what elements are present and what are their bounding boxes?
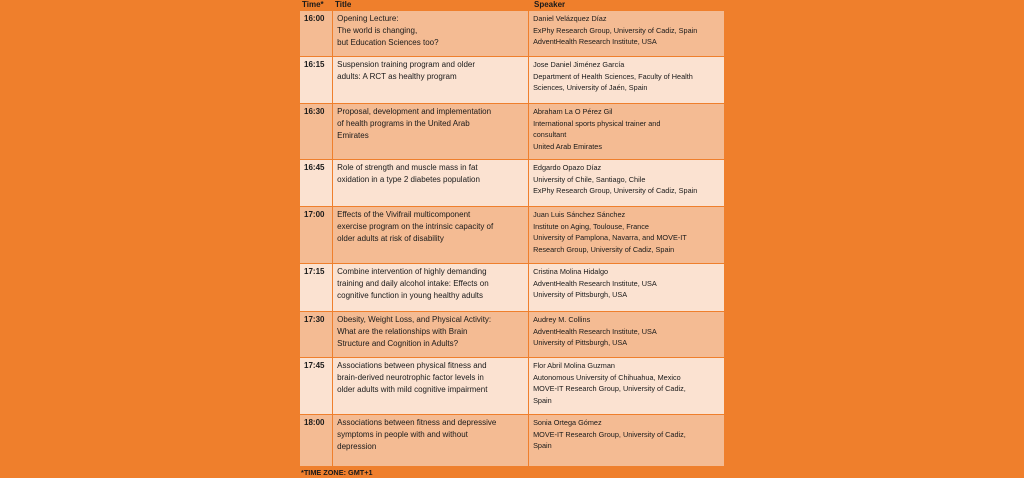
- speaker-line: Institute on Aging, Toulouse, France: [533, 221, 649, 231]
- title-line: symptoms in people with and without: [337, 429, 468, 439]
- speaker-line: Spain: [533, 441, 552, 451]
- speaker-line: International sports physical trainer and: [533, 118, 661, 128]
- speaker-line: Daniel Velázquez Díaz: [533, 14, 607, 23]
- speaker-line: Flor Abril Molina Guzman: [533, 361, 615, 370]
- title-line: Effects of the Vivifrail multicomponent: [337, 210, 471, 219]
- speaker-line: AdventHealth Research Institute, USA: [533, 37, 657, 47]
- session-title: [333, 264, 529, 312]
- speaker-line: University of Chile, Santiago, Chile: [533, 174, 646, 184]
- table-row: [300, 358, 725, 415]
- title-line: cognitive function in young healthy adults: [337, 290, 484, 300]
- speaker-line: AdventHealth Research Institute, USA: [533, 278, 657, 288]
- session-speaker: [529, 415, 725, 467]
- session-time: 16:15: [300, 57, 333, 104]
- speaker-line: MOVE-IT Research Group, University of Cadiz,: [533, 384, 686, 394]
- speaker-header: Speaker: [534, 0, 566, 9]
- speaker-line: Edgardo Opazo Díaz: [533, 163, 602, 172]
- speaker-line: Jose Daniel Jiménez García: [533, 60, 625, 69]
- speaker-line: Research Group, University of Cadiz, Spain: [533, 244, 675, 254]
- session-time: 17:15: [300, 264, 333, 312]
- schedule-table: [299, 10, 725, 467]
- speaker-line: Audrey M. Collins: [533, 315, 591, 324]
- title-line: The world is changing,: [337, 25, 418, 35]
- speaker-line: Cristina Molina Hidalgo: [533, 267, 609, 276]
- table-row: [300, 11, 725, 57]
- session-time: 16:45: [300, 160, 333, 207]
- timezone-footnote: *TIME ZONE: GMT+1: [301, 468, 373, 477]
- title-line: training and daily alcohol intake: Effects on: [337, 278, 489, 288]
- session-speaker: [529, 11, 725, 57]
- session-speaker: [529, 358, 725, 415]
- session-title: [333, 207, 529, 264]
- title-line: exercise program on the intrinsic capacity of: [337, 221, 494, 231]
- session-title: [333, 160, 529, 207]
- speaker-line: University of Pittsburgh, USA: [533, 290, 628, 300]
- session-speaker: [529, 104, 725, 160]
- table-row: [300, 264, 725, 312]
- speaker-line: MOVE-IT Research Group, University of Cadiz,: [533, 429, 686, 439]
- session-speaker: [529, 160, 725, 207]
- title-line: but Education Sciences too?: [337, 37, 439, 47]
- time-header: Time*: [302, 0, 324, 9]
- title-line: Obesity, Weight Loss, and Physical Activity:: [337, 315, 492, 324]
- speaker-line: Department of Health Sciences, Faculty of Health: [533, 71, 693, 81]
- title-line: Associations between physical fitness and: [337, 361, 487, 370]
- session-speaker: [529, 57, 725, 104]
- title-line: depression: [337, 441, 377, 451]
- title-line: Associations between fitness and depressive: [337, 418, 497, 427]
- speaker-line: Sonia Ortega Gómez: [533, 418, 602, 427]
- speaker-line: University of Pamplona, Navarra, and MOVE-IT: [533, 233, 687, 243]
- speaker-line: ExPhy Research Group, University of Cadiz, Spain: [533, 186, 698, 196]
- session-title: [333, 57, 529, 104]
- speaker-line: United Arab Emirates: [533, 141, 603, 151]
- speaker-line: AdventHealth Research Institute, USA: [533, 326, 657, 336]
- title-line: brain-derived neurotrophic factor levels in: [337, 372, 484, 382]
- title-line: adults: A RCT as healthy program: [337, 71, 457, 81]
- title-line: older adults with mild cognitive impairment: [337, 384, 488, 394]
- title-line: of health programs in the United Arab: [337, 118, 470, 128]
- title-line: Proposal, development and implementation: [337, 107, 492, 116]
- table-row: [300, 104, 725, 160]
- speaker-line: Spain: [533, 395, 552, 405]
- title-line: Opening Lecture:: [337, 14, 399, 23]
- title-line: oxidation in a type 2 diabetes population: [337, 174, 480, 184]
- speaker-line: ExPhy Research Group, University of Cadiz, Spain: [533, 25, 698, 35]
- title-header: Title: [335, 0, 352, 9]
- speaker-line: Autonomous University of Chihuahua, Mexico: [533, 372, 681, 382]
- table-row: [300, 207, 725, 264]
- table-row: [300, 160, 725, 207]
- table-row: [300, 57, 725, 104]
- session-time: 17:30: [300, 312, 333, 358]
- session-title: [333, 11, 529, 57]
- session-speaker: [529, 207, 725, 264]
- session-title: [333, 415, 529, 467]
- speaker-line: consultant: [533, 130, 567, 140]
- table-row: [300, 312, 725, 358]
- session-time: 16:00: [300, 11, 333, 57]
- title-line: Emirates: [337, 130, 369, 140]
- speaker-line: University of Pittsburgh, USA: [533, 338, 628, 348]
- session-time: 17:00: [300, 207, 333, 264]
- title-line: older adults at risk of disability: [337, 233, 444, 243]
- session-time: 17:45: [300, 358, 333, 415]
- session-speaker: [529, 312, 725, 358]
- title-line: What are the relationships with Brain: [337, 326, 468, 336]
- session-time: 18:00: [300, 415, 333, 467]
- session-title: [333, 358, 529, 415]
- schedule: [299, 0, 725, 478]
- session-time: 16:30: [300, 104, 333, 160]
- speaker-line: Abraham La O Pérez Gil: [533, 107, 613, 116]
- session-title: [333, 312, 529, 358]
- title-line: Structure and Cognition in Adults?: [337, 338, 459, 348]
- title-line: Suspension training program and older: [337, 60, 476, 69]
- title-line: Role of strength and muscle mass in fat: [337, 163, 478, 172]
- session-speaker: [529, 264, 725, 312]
- speaker-line: Juan Luis Sánchez Sánchez: [533, 210, 626, 219]
- speaker-line: Sciences, University of Jaén, Spain: [533, 83, 648, 93]
- title-line: Combine intervention of highly demanding: [337, 267, 487, 276]
- table-row: [300, 415, 725, 467]
- schedule-header: [299, 0, 725, 10]
- session-title: [333, 104, 529, 160]
